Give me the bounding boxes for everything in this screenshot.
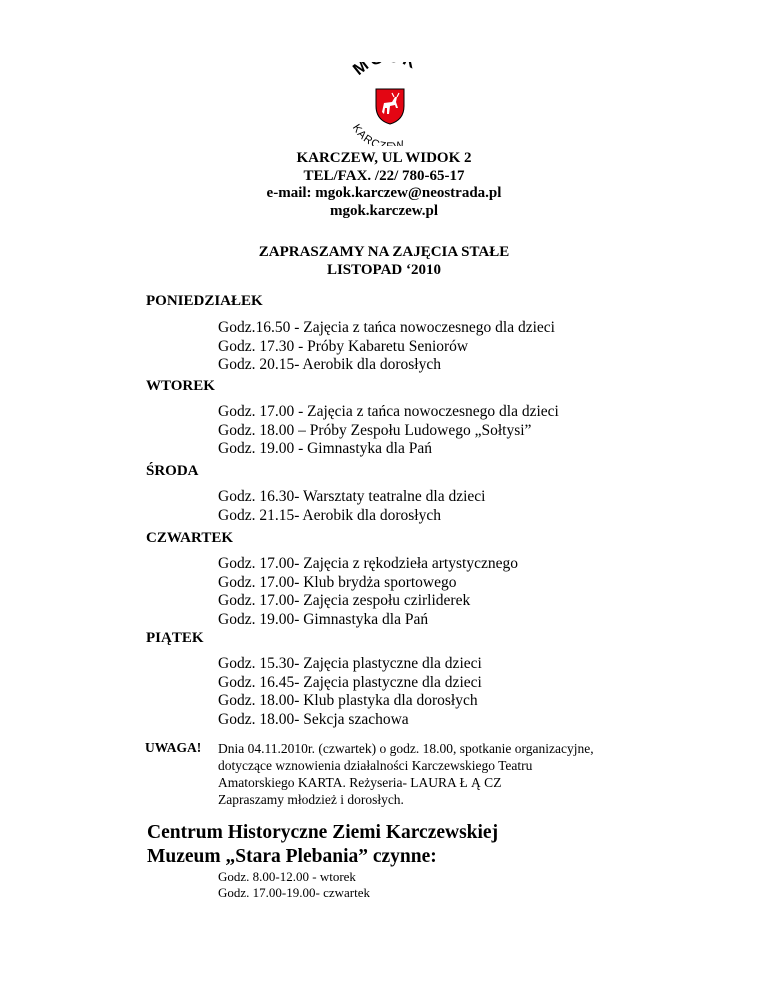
notice-line: Zapraszamy młodzież i dorosłych. bbox=[218, 792, 404, 807]
svg-text:KARCZEW bbox=[350, 122, 407, 146]
monday-list bbox=[218, 319, 555, 375]
notice-line: Amatorskiego KARTA. Reżyseria- LAURA Ł Ą CZ bbox=[218, 775, 502, 790]
hours-item: Godz. 8.00-12.00 - wtorek bbox=[218, 869, 356, 884]
hours-item: Godz. 17.00-19.00- czwartek bbox=[218, 885, 370, 900]
notice-line: Dnia 04.11.2010r. (czwartek) o godz. 18.00, spotkanie organizacyjne, bbox=[218, 741, 594, 756]
tuesday-list bbox=[218, 403, 559, 459]
shield-icon bbox=[376, 89, 404, 124]
day-thursday: CZWARTEK bbox=[146, 530, 233, 546]
contact-header bbox=[0, 150, 768, 220]
day-tuesday: WTOREK bbox=[146, 378, 215, 394]
page-title bbox=[0, 243, 768, 279]
list-item: Godz. 18.00- Klub plastyka dla dorosłych bbox=[218, 692, 478, 709]
address: KARCZEW, UL WIDOK 2 bbox=[296, 150, 472, 166]
friday-list bbox=[218, 655, 482, 729]
website: mgok.karczew.pl bbox=[329, 202, 439, 219]
list-item: Godz. 15.30- Zajęcia plastyczne dla dzieci bbox=[218, 655, 482, 672]
svg-text:MGOK bbox=[349, 62, 421, 79]
thursday-list bbox=[218, 555, 518, 629]
list-item: Godz. 17.00 - Zajęcia z tańca nowoczesnego dla dzieci bbox=[218, 403, 559, 420]
museum-heading-2: Muzeum „Stara Plebania” czynne: bbox=[147, 846, 437, 867]
list-item: Godz. 18.00 – Próby Zespołu Ludowego „Sołtysi” bbox=[218, 421, 532, 439]
logo-bottom-text: KARC W bbox=[349, 122, 407, 146]
day-monday: PONIEDZIAŁEK bbox=[146, 293, 263, 309]
list-item: Godz. 21.15- Aerobik dla dorosłych bbox=[218, 506, 441, 524]
list-item: Godz. 18.00- Sekcja szachowa bbox=[218, 710, 409, 728]
museum-heading-1: Centrum Historyczne Ziemi Karczewskiej bbox=[147, 822, 499, 843]
mgok-logo bbox=[340, 62, 440, 146]
list-item: Godz. 17.00- Zajęcia z rękodzieła artystycznego bbox=[218, 555, 518, 572]
list-item: Godz. 16.45- Zajęcia plastyczne dla dzieci bbox=[218, 673, 482, 691]
title-line-1: ZAPRASZAMY NA ZAJĘCIA STAŁE bbox=[258, 244, 510, 260]
list-item: Godz. 17.00- Klub brydża sportowego bbox=[218, 573, 457, 591]
list-item: Godz. 19.00 - Gimnastyka dla Pań bbox=[218, 440, 432, 457]
notice-text bbox=[218, 740, 678, 808]
museum-hours bbox=[218, 869, 370, 901]
notice-label: UWAGA! bbox=[145, 740, 202, 755]
day-friday: PIĄTEK bbox=[146, 630, 204, 646]
list-item: Godz. 16.30- Warsztaty teatralne dla dzieci bbox=[218, 488, 486, 505]
list-item: Godz. 17.00- Zajęcia zespołu czirliderek bbox=[218, 592, 471, 609]
list-item: Godz.16.50 - Zajęcia z tańca nowoczesnego dla dzieci bbox=[218, 319, 555, 336]
title-line-2: LISTOPAD ‘2010 bbox=[326, 262, 442, 278]
day-wednesday: ŚRODA bbox=[146, 463, 199, 479]
wednesday-list bbox=[218, 488, 485, 525]
notice-line: dotyczące wznowienia działalności Karczewskiego Teatru bbox=[218, 758, 533, 773]
email: e-mail: mgok.karczew@neostrada.pl bbox=[266, 185, 502, 201]
list-item: Godz. 20.15- Aerobik dla dorosłych bbox=[218, 356, 441, 373]
list-item: Godz. 17.30 - Próby Kabaretu Seniorów bbox=[218, 337, 469, 355]
list-item: Godz. 19.00- Gimnastyka dla Pań bbox=[218, 610, 429, 628]
phone: TEL/FAX. /22/ 780-65-17 bbox=[303, 167, 465, 184]
logo-top-text: M bbox=[349, 62, 374, 80]
